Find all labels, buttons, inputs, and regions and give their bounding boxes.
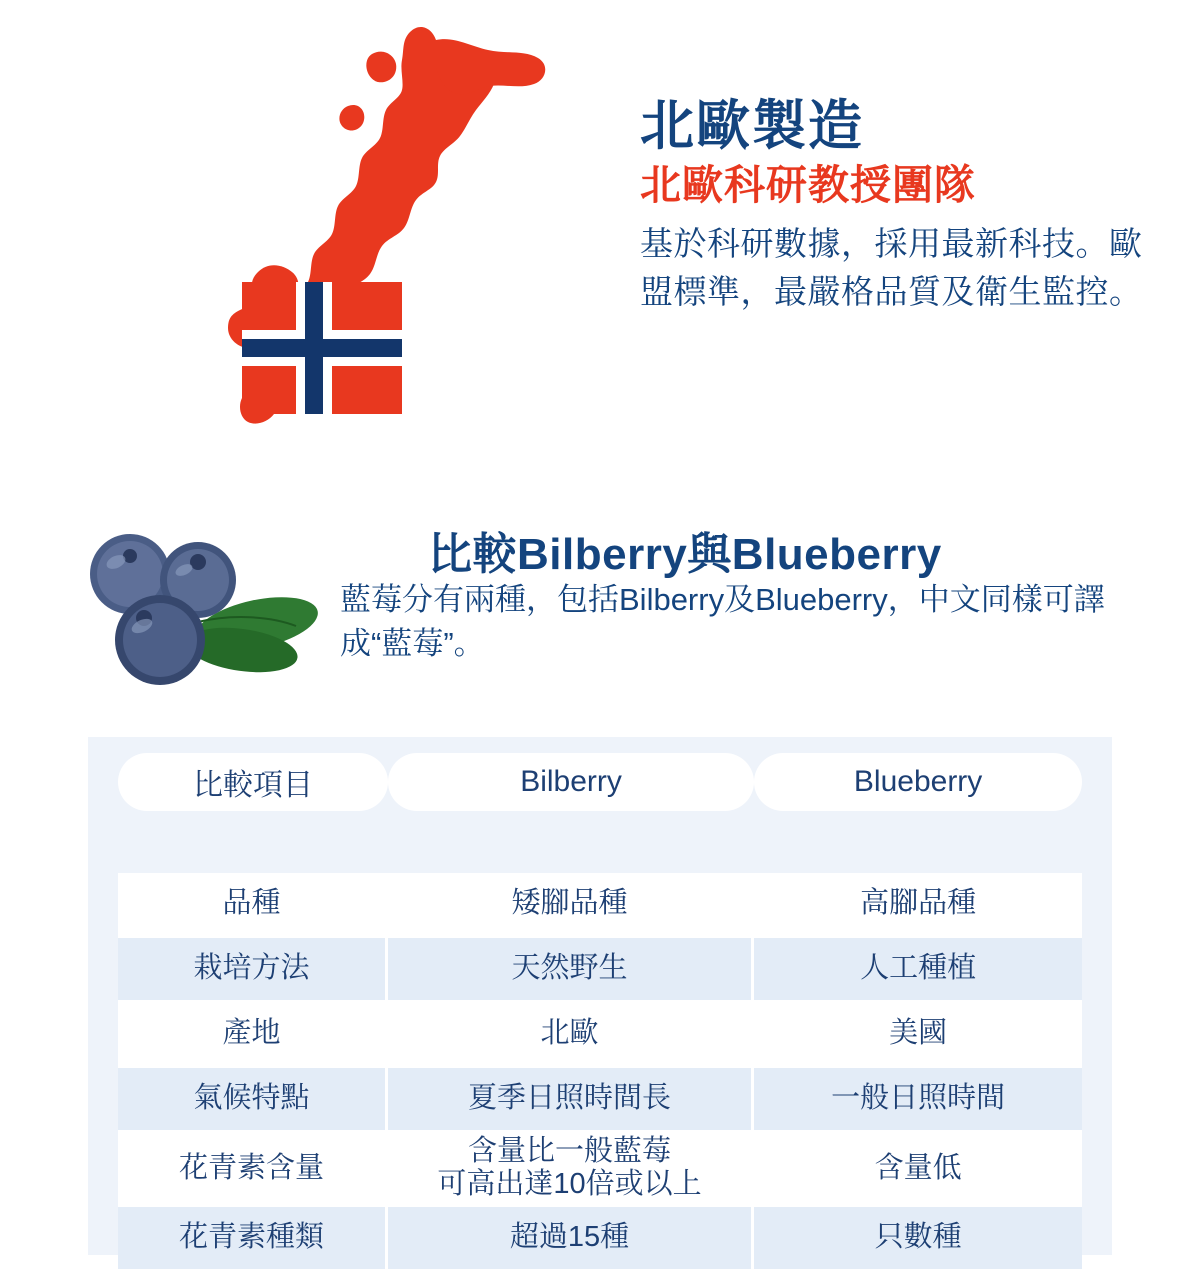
nordic-text-block (640, 95, 1160, 316)
nordic-subtitle: 北歐科研教授團隊 (640, 162, 976, 209)
cell-bilberry-line1: 含量比一般藍莓 (468, 1135, 672, 1167)
cell-item: 栽培方法 (118, 938, 388, 1003)
norway-map-flag-graphic (110, 10, 570, 470)
cell-item: 氣候特點 (118, 1068, 388, 1133)
table-row (118, 873, 1082, 938)
cell-bilberry: 超過15種 (388, 1207, 754, 1269)
compare-heading-section (0, 500, 1200, 715)
table-row (118, 1207, 1082, 1269)
compare-title: 比較Bilberry與Blueberry (428, 530, 942, 579)
cell-item: 品種 (118, 873, 388, 938)
cell-blueberry: 一般日照時間 (754, 1068, 1082, 1133)
table-row (118, 938, 1082, 1003)
compare-description: 藍莓分有兩種，包括Bilberry及Blueberry，中文同樣可譯成“藍莓”。 (340, 582, 1105, 662)
nordic-body-text: 基於科研數據，採用最新科技。歐盟標準，最嚴格品質及衛生監控。 (640, 225, 1143, 311)
cell-item: 花青素種類 (118, 1207, 388, 1269)
nordic-title: 北歐製造 (640, 96, 864, 156)
cell-blueberry: 高腳品種 (754, 873, 1082, 938)
cell-blueberry: 人工種植 (754, 938, 1082, 1003)
table-header-blueberry: Blueberry (754, 753, 1082, 811)
cell-bilberry: 矮腳品種 (388, 873, 754, 938)
table-header-spacer (118, 811, 1082, 873)
cell-bilberry (388, 1133, 754, 1207)
table-header-item: 比較項目 (118, 753, 388, 811)
table-row (118, 1133, 1082, 1207)
cell-bilberry-line2: 可高出達10倍或以上 (437, 1168, 702, 1201)
table-row (118, 1068, 1082, 1133)
blueberry-photo (72, 522, 332, 697)
cell-bilberry: 北歐 (388, 1003, 754, 1068)
comparison-table-panel (88, 737, 1112, 1255)
cell-item: 花青素含量 (118, 1133, 388, 1207)
table-row (118, 1003, 1082, 1068)
table-header-bilberry: Bilberry (388, 753, 754, 811)
cell-blueberry: 只數種 (754, 1207, 1082, 1269)
cell-blueberry: 美國 (754, 1003, 1082, 1068)
nordic-made-section (0, 0, 1200, 500)
comparison-table (118, 753, 1082, 1269)
cell-blueberry: 含量低 (754, 1133, 1082, 1207)
cell-bilberry: 天然野生 (388, 938, 754, 1003)
cell-item: 產地 (118, 1003, 388, 1068)
cell-bilberry: 夏季日照時間長 (388, 1068, 754, 1133)
table-header-row (118, 753, 1082, 811)
